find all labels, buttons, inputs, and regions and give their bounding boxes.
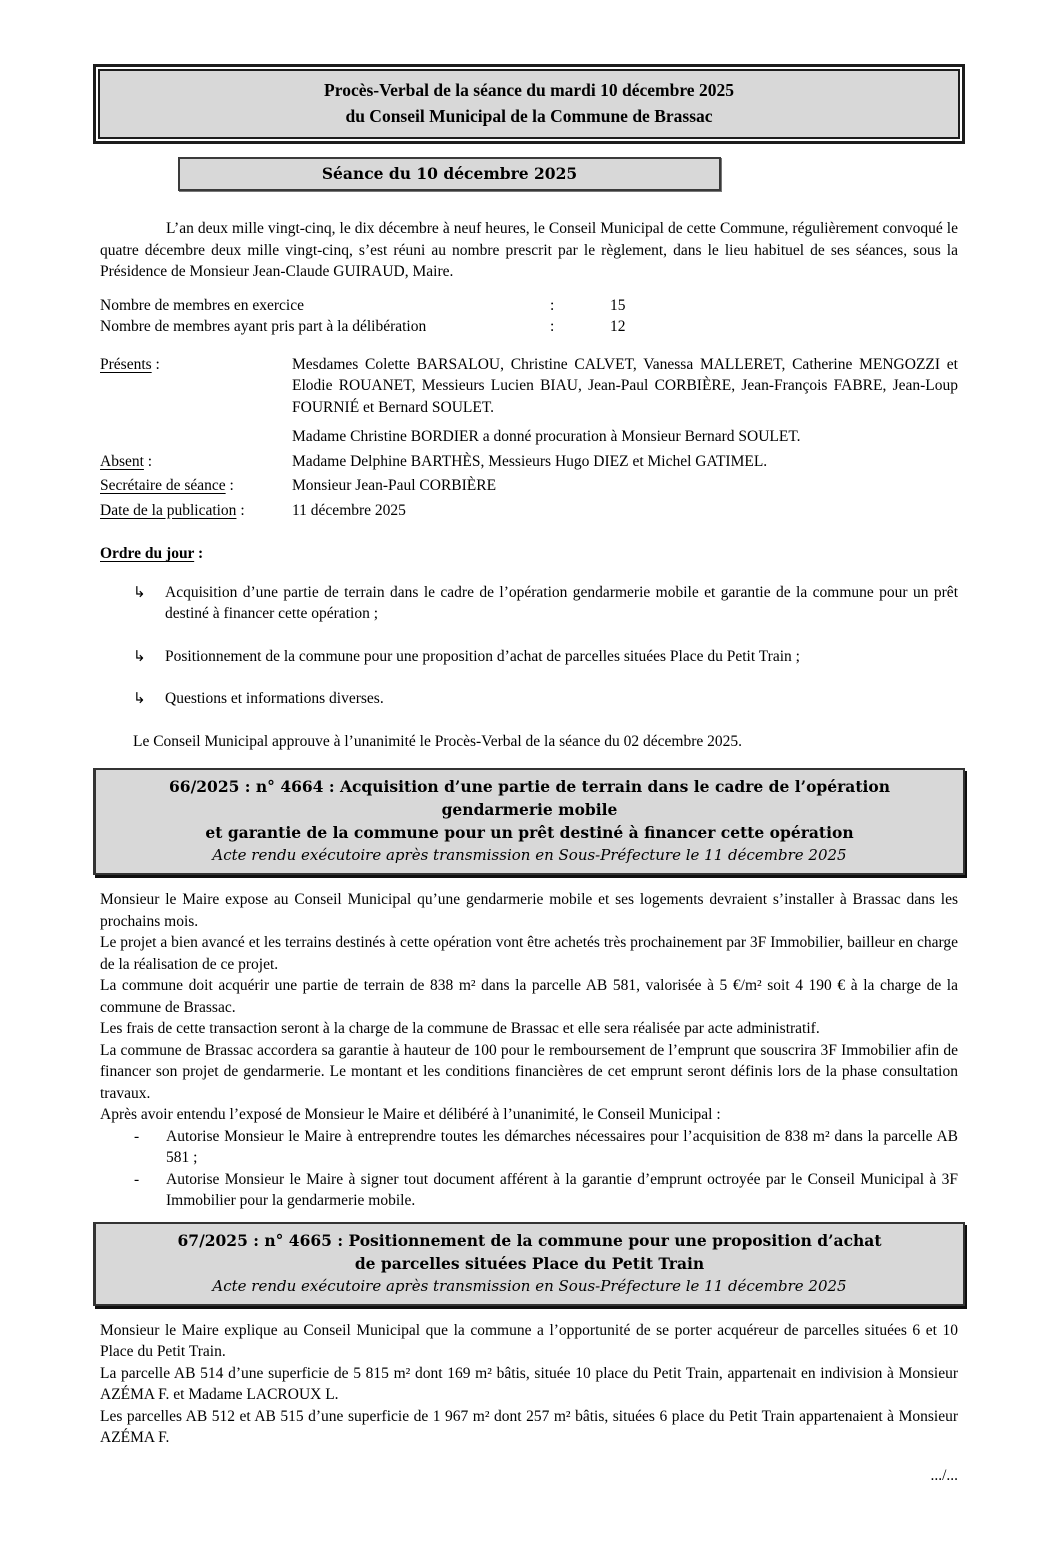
dash-bullet-icon: - — [134, 1127, 140, 1145]
attendance-label — [100, 426, 292, 448]
attendance-label: Présents : — [100, 355, 160, 373]
page-continuation-marker: .../... — [930, 1466, 958, 1484]
attendance-label: Absent : — [100, 452, 153, 470]
deliberation-67-header-box — [93, 1222, 965, 1306]
body-paragraph: Les parcelles AB 512 et AB 515 d’une superficie de 1 967 m² dont 257 m² bâtis, situées 6 place du Petit Train appartenaient à Monsieur AZÉMA F. — [100, 1407, 958, 1446]
deliberation-title-line-2: de parcelles situées Place du Petit Train — [354, 1253, 705, 1273]
deliberation-title-line-1: 66/2025 : n° 4664 : Acquisition d’une partie de terrain dans le cadre de l’opération gendarmerie mobile — [169, 777, 890, 819]
attendance-row-presents — [100, 354, 958, 419]
membership-value: 15 — [610, 296, 626, 314]
attendance-text: Monsieur Jean-Paul CORBIÈRE — [292, 477, 497, 494]
membership-label: Nombre de membres en exercice — [100, 296, 304, 314]
agenda-heading: Ordre du jour : — [100, 545, 204, 562]
document-page — [0, 64, 1058, 1561]
attendance-text: Madame Delphine BARTHÈS, Messieurs Hugo DIEZ et Michel GATIMEL. — [292, 452, 768, 470]
body-paragraph: La commune de Brassac accordera sa garantie à hauteur de 100 pour le remboursement de l’emprunt que souscrira 3F Immobilier afin de financer son projet de gendarmerie. Le montant et les conditions financières de cet emprunt seront définis lors de la phase consultation travaux. — [100, 1041, 958, 1102]
body-paragraph: Les frais de cette transaction seront à la charge de la commune de Brassac et elle sera réalisée par acte administratif. — [100, 1020, 820, 1037]
attendance-block — [100, 354, 958, 522]
membership-separator: : — [550, 318, 555, 335]
membership-separator: : — [550, 296, 555, 314]
deliberation-66-header-box — [93, 768, 965, 875]
document-title-line-2: du Conseil Municipal de la Commune de Brassac — [345, 106, 713, 126]
body-paragraph: Monsieur le Maire expose au Conseil Municipal qu’une gendarmerie mobile et ses logements devraient s’installer à Brassac dans les prochains mois. — [100, 891, 958, 930]
intro-paragraph: L’an deux mille vingt-cinq, le dix décembre à neuf heures, le Conseil Municipal de cette Commune, régulièrement convoqué le quatre décembre deux mille vingt-cinq, s’est réuni au nombre prescrit par le règlement, dans le lieu habituel de ses séances, sous la Présidence de Monsieur Jean-Claude GUIRAUD, Maire. — [100, 220, 958, 280]
dash-bullet-icon: - — [134, 1170, 140, 1188]
deliberation-title-line-2: et garantie de la commune pour un prêt destiné à financer cette opération — [205, 823, 854, 842]
document-title-box — [93, 64, 965, 144]
deliberation-title-line-1: 67/2025 : n° 4665 : Positionnement de la commune pour une proposition d’achat — [177, 1230, 882, 1250]
body-paragraph: La commune doit acquérir une partie de terrain de 838 m² dans la parcelle AB 581, valorisée à 5 €/m² soit 4 190 € à la charge de la commune de Brassac. — [100, 977, 958, 1016]
attendance-row-absent — [100, 451, 958, 473]
attendance-row-procuration — [100, 426, 958, 448]
document-body — [0, 218, 1058, 1486]
attendance-text: Mesdames Colette BARSALOU, Christine CALVET, Vanessa MALLERET, Catherine MENGOZZI et Elodie ROUANET, Messieurs Lucien BIAU, Jean-Paul CORBIÈRE, Jean-François FABRE, Jean-Loup FOURNIÉ et Bernard SOULET. — [292, 355, 958, 416]
membership-value: 12 — [610, 318, 626, 335]
document-title-box-inner — [98, 69, 960, 139]
attendance-label: Date de la publication : — [100, 501, 245, 519]
decision-text: Autorise Monsieur le Maire à entreprendre toutes les démarches nécessaires pour l’acquisition de 838 m² dans la parcelle AB 581 ; — [166, 1127, 958, 1166]
membership-row-exercice — [100, 295, 958, 317]
decision-list-item — [133, 1126, 958, 1169]
body-paragraph: Le projet a bien avancé et les terrains destinés à cette opération vont être achetés très prochainement par 3F Immobilier, bailleur en charge de la réalisation de ce projet. — [100, 934, 958, 973]
decision-list-item — [133, 1169, 958, 1212]
deliberation-67-body — [100, 1320, 958, 1449]
attendance-row-publication — [100, 500, 958, 522]
agenda-item-text: Acquisition d’une partie de terrain dans le cadre de l’opération gendarmerie mobile et garantie de la commune pour un prêt destiné à financer cette opération ; — [165, 583, 958, 622]
curved-arrow-bullet-icon: ↳ — [133, 646, 146, 665]
approval-statement: Le Conseil Municipal approuve à l’unanimité le Procès-Verbal de la séance du 02 décembre 2025. — [133, 732, 743, 750]
attendance-text: Madame Christine BORDIER a donné procuration à Monsieur Bernard SOULET. — [292, 428, 801, 445]
membership-label: Nombre de membres ayant pris part à la délibération — [100, 318, 427, 335]
agenda-item-text: Positionnement de la commune pour une proposition d’achat de parcelles situées Place du Petit Train ; — [165, 647, 800, 665]
attendance-row-secretaire — [100, 475, 958, 497]
agenda-item-text: Questions et informations diverses. — [165, 690, 384, 707]
attendance-label: Secrétaire de séance : — [100, 477, 234, 494]
deliberation-executory-note: Acte rendu exécutoire après transmission en Sous-Préfecture le 11 décembre 2025 — [212, 846, 847, 864]
body-paragraph: Après avoir entendu l’exposé de Monsieur le Maire et délibéré à l’unanimité, le Conseil Municipal : — [100, 1106, 721, 1123]
deliberation-executory-note: Acte rendu exécutoire après transmission en Sous-Préfecture le 11 décembre 2025 — [212, 1276, 847, 1295]
decision-text: Autorise Monsieur le Maire à signer tout document afférent à la garantie d’emprunt octroyée par le Conseil Municipal à 3F Immobilier pour la gendarmerie mobile. — [166, 1170, 958, 1209]
body-paragraph: La parcelle AB 514 d’une superficie de 5 815 m² dont 169 m² bâtis, située 10 place du Petit Train, appartenait en indivision à Monsieur AZÉMA F. et Madame LACROUX L. — [100, 1364, 958, 1403]
curved-arrow-bullet-icon: ↳ — [133, 689, 146, 707]
curved-arrow-bullet-icon: ↳ — [133, 582, 146, 601]
agenda-item — [133, 582, 958, 625]
session-banner: Séance du 10 décembre 2025 — [178, 157, 721, 191]
agenda-list — [100, 582, 958, 710]
agenda-item — [133, 688, 958, 710]
membership-row-deliberation — [100, 316, 958, 338]
agenda-item — [133, 646, 958, 668]
membership-counts — [100, 295, 958, 338]
document-title-line-1: Procès-Verbal de la séance du mardi 10 décembre 2025 — [324, 80, 734, 100]
body-paragraph: Monsieur le Maire explique au Conseil Municipal que la commune a l’opportunité de se porter acquéreur de parcelles situées 6 et 10 Place du Petit Train. — [100, 1321, 958, 1360]
attendance-text: 11 décembre 2025 — [292, 501, 406, 519]
deliberation-66-body — [100, 889, 958, 1212]
